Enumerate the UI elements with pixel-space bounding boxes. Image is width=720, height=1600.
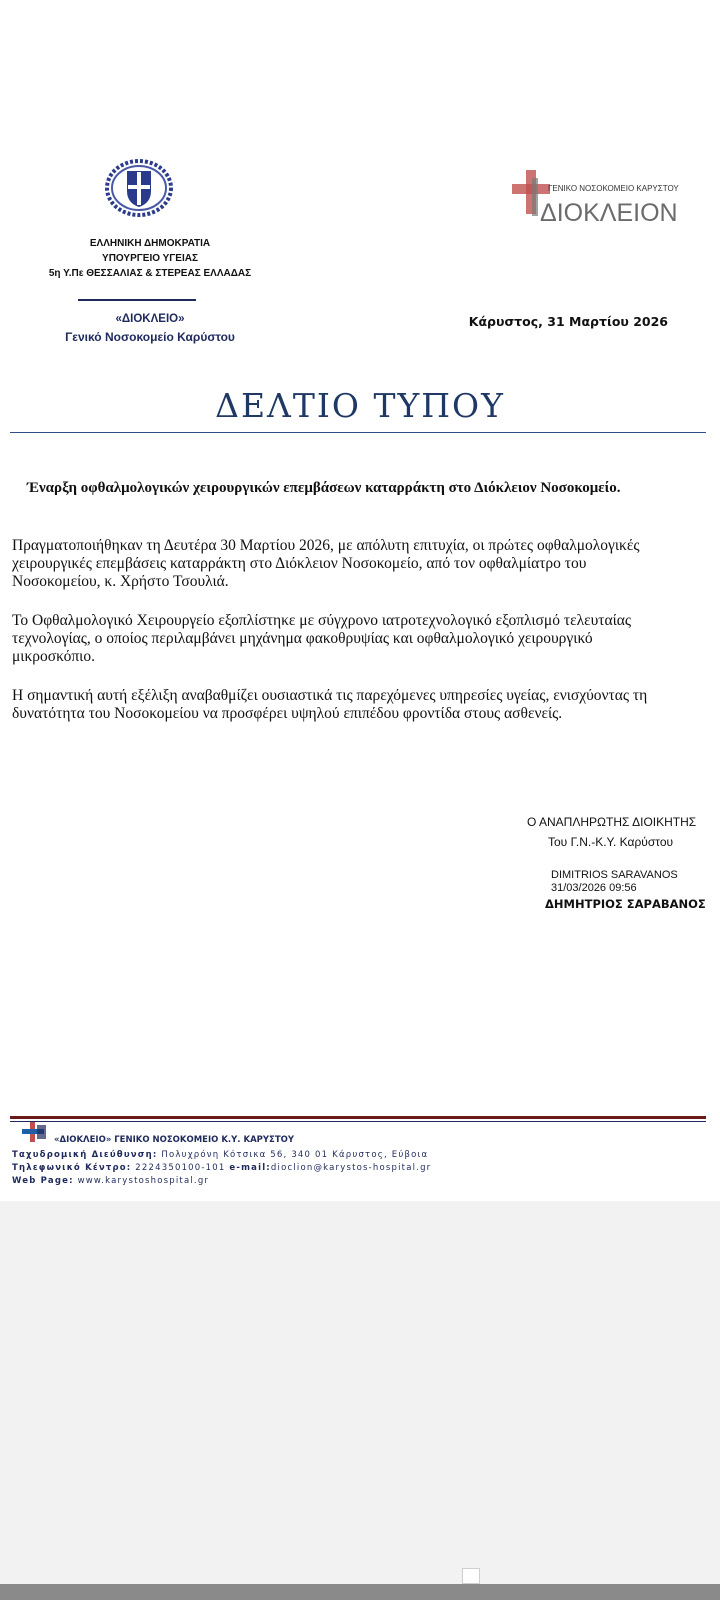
footer-email-label: e-mail: [229, 1163, 271, 1173]
header-line: ΥΠΟΥΡΓΕΙΟ ΥΓΕΙΑΣ [102, 253, 198, 264]
paragraph-line: δυνατότητα του Νοσοκομείου να προσφέρει υψηλού επιπέδου φροντίδα στους ασθενείς. [12, 705, 563, 722]
footer-web-label: Web Page: [12, 1176, 74, 1186]
paragraph-line: χειρουργικές επεμβάσεις καταρράκτη στο Διόκλειον Νοσοκομείο, από τον οφθαλμίατρο του [12, 555, 587, 572]
footer-email-link[interactable]: dioclion@karystos-hospital.gr [270, 1163, 432, 1173]
footer-hospital-name: «ΔΙΟΚΛΕΙΟ» ΓΕΝΙΚΟ ΝΟΣΟΚΟΜΕΙΟ Κ.Υ. ΚΑΡΥΣΤΟΥ [54, 1135, 295, 1145]
signature-org: Του Γ.Ν.-Κ.Υ. Καρύστου [548, 835, 674, 849]
paragraph-line: Το Οφθαλμολογικό Χειρουργείο εξοπλίστηκε με σύγχρονο ιατροτεχνολογικό εξοπλισμό τελευταίας [12, 612, 632, 629]
document-title: ΔΕΛΤΙΟ ΤΥΠΟΥ [215, 386, 505, 425]
header-hospital [40, 310, 260, 346]
page-resize-handle[interactable] [462, 1568, 480, 1584]
footer-divider [10, 1121, 706, 1122]
digital-signature-name: DIMITRIOS SARAVANOS [551, 869, 678, 881]
signatory-name: ΔΗΜΗΤΡΙΟΣ ΣΑΡΑΒΑΝΟΣ [545, 897, 706, 911]
footer-address-value: Πολυχρόνη Κότσικα 56, 340 01 Κάρυστος, Εύβοια [157, 1150, 429, 1160]
footer-address-label: Ταχυδρομική Διεύθυνση: [12, 1150, 158, 1160]
paragraph-line: μικροσκόπιο. [12, 648, 95, 665]
press-release-subject: Έναρξη οφθαλμολογικών χειρουργικών επεμβάσεων καταρράκτη στο Διόκλειον Νοσοκομείο. [27, 480, 621, 496]
footer-address [12, 1150, 428, 1160]
header-divider [78, 299, 196, 301]
hospital-short-name: «ΔΙΟΚΛΕΙΟ» [115, 313, 185, 325]
footer-phone-label: Τηλεφωνικό Κέντρο: [12, 1163, 132, 1173]
footer-web [12, 1176, 209, 1186]
paragraph-1 [12, 537, 702, 591]
paragraph-line: Η σημαντική αυτή εξέλιξη αναβαθμίζει ουσιαστικά τις παρεχόμενες υπηρεσίες υγείας, ενισχύοντας τη [12, 687, 648, 704]
paragraph-2 [12, 612, 702, 666]
digital-signature-date: 31/03/2026 09:56 [551, 882, 637, 894]
logo-big-text: ΔΙΟΚΛΕΙΟΝ [540, 199, 678, 226]
header-authority [40, 236, 260, 281]
greek-emblem-icon [104, 157, 174, 219]
header-line: ΕΛΛΗΝΙΚΗ ΔΗΜΟΚΡΑΤΙΑ [89, 238, 211, 249]
footer-contact [12, 1163, 431, 1173]
paragraph-3 [12, 687, 702, 723]
header-line: 5η Υ.Πε ΘΕΣΣΑΛΙΑΣ & ΣΤΕΡΕΑΣ ΕΛΛΑΔΑΣ [48, 268, 252, 279]
paragraph-line: τεχνολογίας, ο οποίος περιλαμβάνει μηχάνημα φακοθρυψίας και οφθαλμολογικό χειρουργικό [12, 630, 593, 647]
horizontal-scrollbar[interactable] [0, 1584, 720, 1600]
document-date: Κάρυστος, 31 Μαρτίου 2026 [468, 314, 668, 329]
logo-small-text: ΓΕΝΙΚΟ ΝΟΣΟΚΟΜΕΙΟ ΚΑΡΥΣΤΟΥ [548, 184, 679, 193]
hospital-full-name: Γενικό Νοσοκομείο Καρύστου [65, 330, 235, 344]
footer-hospital-logo [22, 1122, 48, 1142]
signature-role: Ο ΑΝΑΠΛΗΡΩΤΗΣ ΔΙΟΙΚΗΤΗΣ [527, 815, 697, 829]
footer-web-link[interactable]: www.karystoshospital.gr [73, 1176, 210, 1186]
paragraph-line: Νοσοκομείου, κ. Χρήστο Τσουλιά. [12, 573, 229, 590]
hospital-logo [512, 170, 687, 226]
digital-signature [551, 869, 678, 895]
footer-phone-value: 2224350100-101 [131, 1163, 230, 1173]
title-divider [10, 432, 706, 433]
paragraph-line: Πραγματοποιήθηκαν τη Δευτέρα 30 Μαρτίου 2026, με απόλυτη επιτυχία, οι πρώτες οφθαλμολογικές [12, 537, 640, 554]
footer-divider [10, 1116, 706, 1119]
